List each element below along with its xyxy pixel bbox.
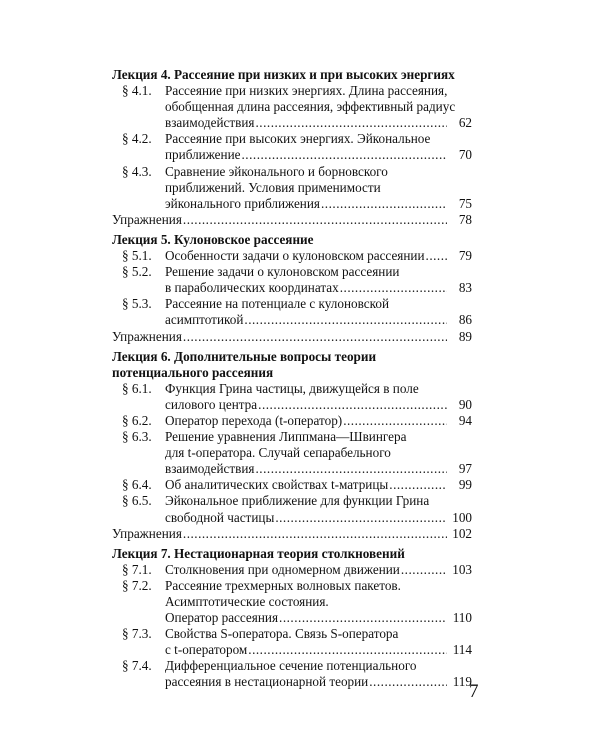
entry-line: силового центра <box>165 396 258 412</box>
toc-entry <box>112 248 472 264</box>
dot-leader <box>275 510 447 526</box>
entry-line: Об аналитических свойствах t-матрицы <box>165 477 389 493</box>
lecture-heading: Лекция 4. Рассеяние при низких и при высоких энергиях <box>112 67 455 82</box>
page-ref: 79 <box>458 248 472 264</box>
entry-line: взаимодействия <box>165 115 255 131</box>
entry-line: Оператор рассеяния <box>165 610 279 626</box>
entry-line: Сравнение эйконального и борновского <box>165 163 388 179</box>
toc-entry <box>112 381 472 413</box>
entry-line: эйконального приближения <box>165 195 320 211</box>
section-number: § 6.3. <box>122 429 152 445</box>
page-ref: 99 <box>458 477 472 493</box>
lecture-heading: Лекция 7. Нестационарная теория столкновений <box>112 545 405 561</box>
lecture-heading-line: Лекция 6. Дополнительные вопросы теории <box>112 348 377 364</box>
entry-line: Рассеяние при высоких энергиях. Эйкональное <box>165 131 431 147</box>
entry-line: в параболических координатах <box>165 280 339 296</box>
entry-line: асимптотикой <box>165 312 244 328</box>
toc-entry <box>112 477 472 493</box>
toc-entry <box>112 264 472 296</box>
section-number: § 7.1. <box>122 561 152 577</box>
toc-entry <box>112 578 472 626</box>
entry-line: Рассеяние на потенциале с кулоновской <box>165 296 390 312</box>
toc-entry <box>112 296 472 328</box>
dot-leader <box>279 610 447 626</box>
entry-line: Столкновения при одномерном движении <box>165 561 400 577</box>
entry-line: Дифференциальное сечение потенциального <box>165 658 417 674</box>
toc-entry <box>112 493 472 525</box>
page-ref: 119 <box>452 674 472 690</box>
page-ref: 86 <box>458 312 472 328</box>
exercises-entry <box>112 212 472 228</box>
dot-leader <box>321 196 447 212</box>
dot-leader <box>183 526 447 542</box>
entry-line: Особенности задачи о кулоновском рассеянии <box>165 248 425 264</box>
page-ref: 78 <box>458 211 472 227</box>
exercises-label: Упражнения <box>112 525 182 541</box>
entry-line: для t-оператора. Случай сепарабельного <box>165 445 391 461</box>
dot-leader <box>340 280 447 296</box>
table-of-contents <box>112 67 472 691</box>
section-number: § 5.3. <box>122 296 152 312</box>
lecture-heading: Лекция 5. Кулоновское рассеяние <box>112 231 314 247</box>
entry-line: Решение уравнения Липпмана—Швингера <box>165 429 407 445</box>
page-ref: 110 <box>452 610 472 626</box>
section-number: § 5.1. <box>122 248 152 264</box>
entry-line: приближений. Условия применимости <box>165 179 381 195</box>
toc-entry <box>112 413 472 429</box>
toc-entry <box>112 562 472 578</box>
exercises-label: Упражнения <box>112 211 182 227</box>
dot-leader <box>426 248 447 264</box>
lecture-heading <box>112 349 472 381</box>
dot-leader <box>369 674 447 690</box>
section-number: § 4.1. <box>122 83 152 99</box>
page-ref: 90 <box>458 396 472 412</box>
dot-leader <box>242 147 448 163</box>
section-number: § 7.2. <box>122 577 152 593</box>
dot-leader <box>389 477 447 493</box>
dot-leader <box>258 397 447 413</box>
dot-leader <box>248 642 447 658</box>
entry-line: Рассеяние трехмерных волновых пакетов. <box>165 577 401 593</box>
entry-line: взаимодействия <box>165 461 255 477</box>
section-number: § 7.3. <box>122 626 152 642</box>
exercises-entry <box>112 526 472 542</box>
toc-entry <box>112 626 472 658</box>
entry-line: Рассеяние при низких энергиях. Длина рассеяния, <box>165 83 448 99</box>
page-ref: 62 <box>458 115 472 131</box>
dot-leader <box>244 312 447 328</box>
section-number: § 7.4. <box>122 658 152 674</box>
entry-line: приближение <box>165 147 241 163</box>
entry-line: Функция Грина частицы, движущейся в поле <box>165 380 419 396</box>
page-ref: 70 <box>458 147 472 163</box>
section-number: § 6.5. <box>122 493 152 509</box>
section-number: § 4.2. <box>122 131 152 147</box>
section-number: § 6.4. <box>122 477 152 493</box>
dot-leader <box>183 212 447 228</box>
exercises-entry <box>112 329 472 345</box>
entry-line: Свойства S-оператора. Связь S-оператора <box>165 626 399 642</box>
entry-line: Оператор перехода (t-оператор) <box>165 412 343 428</box>
section-number: § 6.2. <box>122 412 152 428</box>
entry-line: с t-оператором <box>165 642 248 658</box>
page-ref: 94 <box>458 412 472 428</box>
lecture-heading-line: потенциального рассеяния <box>112 364 274 380</box>
dot-leader <box>183 329 447 345</box>
dot-leader <box>343 413 447 429</box>
page-ref: 89 <box>458 328 472 344</box>
toc-entry <box>112 164 472 212</box>
section-number: § 5.2. <box>122 264 152 280</box>
toc-entry <box>112 131 472 163</box>
entry-line: Эйкональное приближение для функции Грина <box>165 493 430 509</box>
page-ref: 114 <box>452 642 472 658</box>
exercises-label: Упражнения <box>112 328 182 344</box>
toc-entry <box>112 83 472 131</box>
page-ref: 100 <box>452 509 472 525</box>
toc-entry <box>112 429 472 477</box>
section-number: § 4.3. <box>122 163 152 179</box>
dot-leader <box>256 115 448 131</box>
entry-line: рассеяния в нестационарной теории <box>165 674 369 690</box>
page-ref: 102 <box>452 525 472 541</box>
page-number: 7 <box>469 681 479 702</box>
page-ref: 83 <box>458 280 472 296</box>
section-number: § 6.1. <box>122 380 152 396</box>
page-ref: 97 <box>458 461 472 477</box>
page-ref: 75 <box>458 195 472 211</box>
dot-leader <box>256 461 448 477</box>
entry-line: свободной частицы <box>165 509 275 525</box>
entry-line: Асимптотические состояния. <box>165 594 329 609</box>
page-ref: 103 <box>452 561 472 577</box>
entry-line: обобщенная длина рассеяния, эффективный радиус <box>165 99 456 115</box>
toc-entry <box>112 658 472 690</box>
dot-leader <box>401 562 447 578</box>
entry-line: Решение задачи о кулоновском рассеянии <box>165 264 400 280</box>
